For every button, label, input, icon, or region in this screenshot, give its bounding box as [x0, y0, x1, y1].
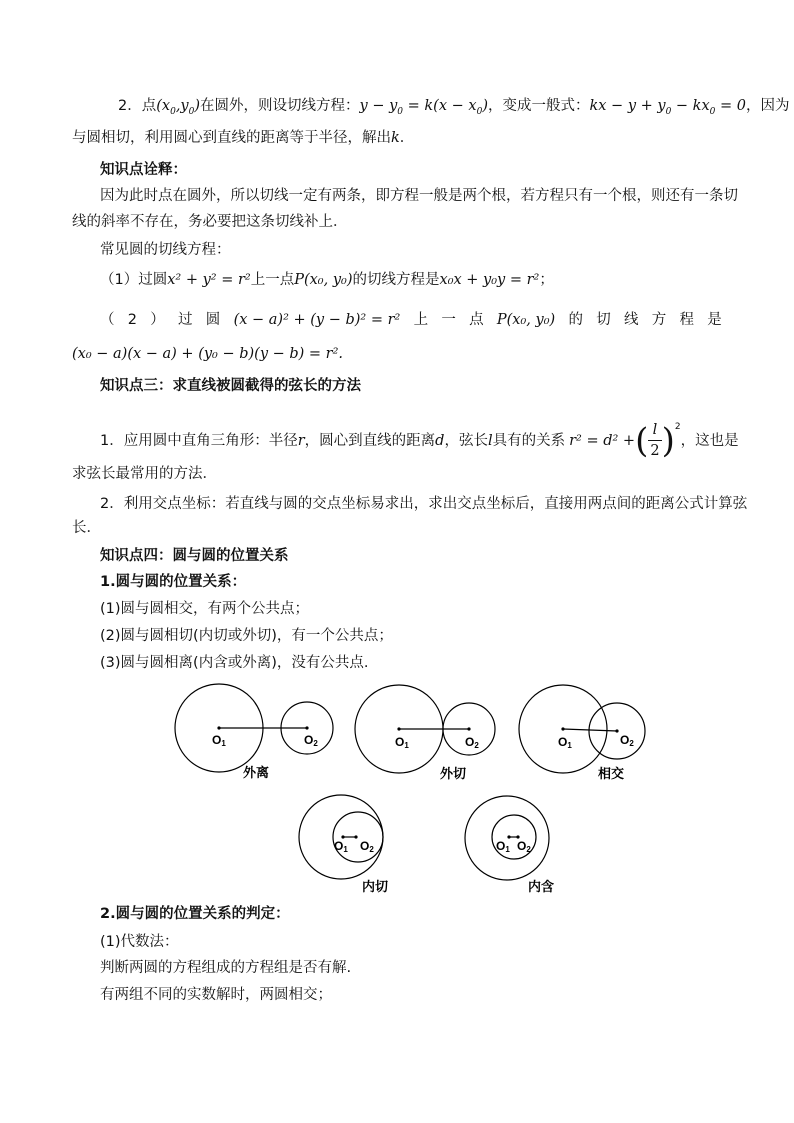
label-o1: O1 — [558, 735, 572, 750]
text: 切 — [596, 312, 611, 328]
text: 1．应用圆中直角三角形：半径 — [100, 432, 298, 449]
common-heading: 常见圆的切线方程： — [100, 242, 231, 258]
center-dot — [354, 835, 357, 838]
text: 的 — [568, 312, 583, 328]
math-general-eq: kx − $y + y_0 - kx_0 = 0$ — [589, 98, 746, 117]
kp4-algebra-line2: 有两组不同的实数解时，两圆相交； — [100, 987, 332, 1003]
text: 方 — [651, 312, 667, 328]
kp4-algebra-heading: (1)代数法： — [100, 934, 179, 950]
center-dot — [615, 729, 618, 732]
label-o1: O1 — [334, 839, 348, 854]
text: 具有的关系 — [492, 432, 566, 449]
caption-tangent-ext: 外切 — [440, 766, 467, 781]
kp4-subheading-2: 2.圆与圆的位置关系的判定： — [100, 906, 290, 922]
kp3-method2-line1: 2．利用交点坐标：若直线与圆的交点坐标易求出，求出交点坐标后，直接用两点间的距离公式计算弦 — [100, 496, 748, 512]
text: 在圆外，则设切线方程： — [200, 98, 360, 114]
kp3-method1: 1．应用圆中直角三角形：半径 r ，圆心到直线的距离 d ，弦长 l 具有的关系 r² = d² + ( $\frac{l}{2}$ ) $^2$ ，这也是 — [100, 420, 739, 461]
text: 过 — [178, 312, 193, 328]
label-o2: O2 — [304, 733, 318, 748]
math-k: k — [391, 130, 400, 146]
text: ，弦长 — [444, 432, 488, 449]
kp4-subheading-1: 1.圆与圆的位置关系： — [100, 574, 247, 590]
center-dot — [507, 835, 510, 838]
text: 上一点 — [250, 272, 295, 288]
math-point: $(x_0,y_0)$ — [156, 98, 201, 117]
explain-line2: 线的斜率不存在，务必要把这条切线补上． — [72, 214, 348, 230]
fraction-denominator: 2 — [650, 443, 660, 459]
text: （1）过圆 — [100, 272, 168, 288]
label-o1: O1 — [395, 735, 409, 750]
caption-separate: 外离 — [243, 765, 270, 780]
explain-heading: 知识点诠释： — [100, 162, 187, 178]
caption-tangent-int: 内切 — [362, 879, 389, 894]
kp4-item-3: (3)圆与圆相离(内含或外离)，没有公共点. — [100, 655, 369, 671]
kp4-item-2: (2)圆与圆相切(内切或外切)，有一个公共点； — [100, 628, 393, 644]
math-d: d — [435, 432, 445, 449]
label-o2: O2 — [465, 735, 479, 750]
kp4-item-1: (1)圆与圆相交，有两个公共点； — [100, 601, 310, 617]
text: 上 — [413, 312, 429, 328]
center-dot — [397, 727, 400, 730]
text: 是 — [707, 312, 722, 328]
text: 的切线方程是 — [352, 272, 440, 288]
text: ． — [399, 130, 415, 146]
math-chord-eq: r² = d² + — [569, 432, 636, 449]
math-tangent-eq: x₀x + y₀y = r² — [439, 272, 540, 288]
math-r: r — [297, 432, 305, 449]
text: ，圆心到直线的距离 — [304, 432, 436, 449]
center-dot — [467, 727, 470, 730]
kp3-heading: 知识点三：求直线被圆截得的弦长的方法 — [100, 378, 361, 394]
math-circle-eq: x² + y² = r² — [167, 272, 251, 288]
math-point: P(x₀, y₀) — [294, 272, 353, 288]
text: 与圆相切，利用圆心到直线的距离等于半径，解出 — [72, 130, 391, 146]
text: （ — [100, 312, 115, 328]
label-o2: O2 — [360, 839, 374, 854]
label-o1: O1 — [212, 733, 226, 748]
paren-right: ) — [661, 420, 675, 461]
explain-line1: 因为此时点在圆外，所以切线一定有两条，即方程一般是两个根，若方程只有一个根，则还有一条切 — [100, 188, 738, 204]
text: ） — [150, 312, 165, 328]
text: 程 — [679, 312, 695, 328]
text: ； — [539, 272, 554, 288]
text: ，因为 — [745, 98, 790, 114]
center-dot — [217, 726, 220, 729]
circle-o2-tangent-int — [333, 812, 383, 862]
text: 线 — [623, 312, 639, 328]
label-o2: O2 — [620, 733, 634, 748]
math-l: l — [487, 432, 493, 449]
text: 一 — [441, 312, 456, 328]
kp3-method1-line2: 求弦长最常用的方法． — [72, 466, 217, 482]
math-circle-eq: (x − a)² + (y − b)² = r² — [233, 312, 401, 328]
kp3-method2-line2: 长． — [72, 520, 101, 536]
kp4-heading: 知识点四：圆与圆的位置关系 — [100, 548, 289, 564]
paren-left: ( — [635, 420, 649, 461]
math-point: P(x₀, y₀) — [496, 312, 556, 328]
text: 2 — [127, 312, 137, 328]
text: 点 — [469, 312, 484, 328]
math-tangent-eq: $y - y_0 = k(x - x_0)$ — [359, 98, 488, 117]
text: ，变成一般式： — [487, 98, 590, 114]
tangent-eq-2-line2: (x₀ − a)(x − a) + (y₀ − b)(y − b) = r². — [72, 346, 344, 362]
center-dot — [305, 726, 308, 729]
text: 2．点 — [118, 98, 157, 114]
caption-intersect: 相交 — [598, 766, 625, 781]
label-o2: O2 — [517, 839, 531, 854]
center-line-intersect — [563, 729, 617, 731]
text: ，这也是 — [680, 432, 739, 449]
circle-o1-tangent-int — [299, 795, 383, 879]
text: 圆 — [205, 312, 221, 328]
kp4-algebra-line1: 判断两圆的方程组成的方程组是否有解. — [100, 960, 352, 976]
center-dot — [561, 727, 564, 730]
label-o1: O1 — [496, 839, 510, 854]
fraction-numerator: l — [648, 420, 661, 441]
caption-contain: 内含 — [528, 879, 555, 894]
